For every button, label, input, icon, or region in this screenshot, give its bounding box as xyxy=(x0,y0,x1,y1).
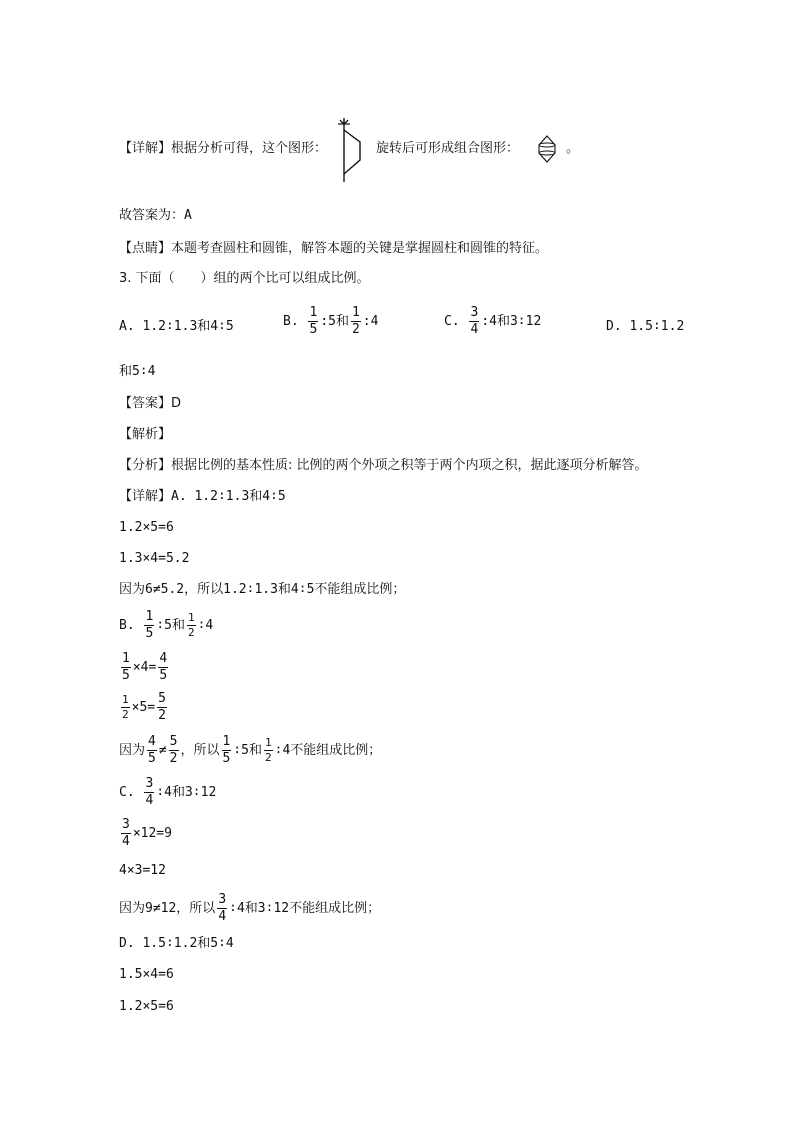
analysis-text: 【分析】根据比例的基本性质: 比例的两个外项之积等于两个内项之积，据此逐项分析解答。 xyxy=(119,458,648,473)
option-c-label: C. xyxy=(444,314,460,329)
option-d: D. 1.5∶1.2 xyxy=(606,319,685,334)
fraction-1-5: $\frac{1}{5}$ xyxy=(309,305,318,337)
option-c xyxy=(444,306,541,337)
option-b-mid: :5和 xyxy=(320,314,349,329)
conclusion-a: 因为6≠5.2，所以1.2∶1.3和4∶5不能组成比例； xyxy=(119,582,406,597)
analysis-heading: 【解析】 xyxy=(119,427,172,442)
cone-cylinder-combo-icon xyxy=(537,134,557,164)
calc-d2: 1.2×5=6 xyxy=(119,999,174,1014)
fraction-1-2: $\frac{1}{2}$ xyxy=(351,305,360,337)
detail-intro-middle: 旋转后可形成组合图形： xyxy=(376,141,520,156)
fraction-1-2: $\frac{1}{2}$ xyxy=(187,611,195,639)
fraction-1-5: $\frac{1}{5}$ xyxy=(122,651,130,683)
detail-a: 【详解】A. 1.2∶1.3和4∶5 xyxy=(119,489,286,504)
option-a: A. 1.2∶1.3和4∶5 xyxy=(119,319,234,334)
calc-d1: 1.5×4=6 xyxy=(119,967,174,982)
option-b-label: B. xyxy=(283,314,299,329)
fraction-4-5: $\frac{4}{5}$ xyxy=(159,651,168,683)
fraction-1-2: $\frac{1}{2}$ xyxy=(122,693,129,721)
answer-label: 【答案】D xyxy=(119,396,182,411)
detail-intro-middle-line xyxy=(376,140,519,158)
fraction-4-5: $\frac{4}{5}$ xyxy=(148,734,156,766)
fraction-3-4: $\frac{3}{4}$ xyxy=(218,892,227,924)
detail-d: D. 1.5∶1.2和5∶4 xyxy=(119,936,234,951)
option-c-end: :4和3∶12 xyxy=(481,314,542,329)
fraction-5-2: $\frac{5}{2}$ xyxy=(158,691,166,723)
calc-b1: $\frac{1}{5}$ ×4= $\frac{4}{5}$ xyxy=(122,651,168,683)
fraction-1-5: $\frac{1}{5}$ xyxy=(222,734,231,766)
answer-prev: 故答案为：A xyxy=(119,208,192,223)
detail-intro-suffix: 。 xyxy=(566,141,580,156)
calc-c2: 4×3=12 xyxy=(119,863,166,878)
calc-b2: $\frac{1}{2}$ ×5= $\frac{5}{2}$ xyxy=(122,691,166,723)
calc-c1: $\frac{3}{4}$ ×12=9 xyxy=(122,817,172,849)
fraction-3-4: $\frac{3}{4}$ xyxy=(470,305,479,337)
detail-intro-line xyxy=(119,140,327,158)
trapezoid-rotation-icon xyxy=(334,116,364,184)
fraction-1-5: $\frac{1}{5}$ xyxy=(145,609,154,641)
conclusion-b: 因为 $\frac{4}{5}$ ≠ $\frac{5}{2}$ ，所以 $\frac{1}{5}$ ∶5和 $\frac{1}{2}$ ∶4不能组成比例； xyxy=(119,734,382,766)
calc-a1: 1.2×5=6 xyxy=(119,520,174,535)
fraction-1-2: $\frac{1}{2}$ xyxy=(265,736,272,764)
option-b-end: :4 xyxy=(362,314,379,329)
question-3-stem: 3. 下面（ ）组的两个比可以组成比例。 xyxy=(119,271,370,286)
option-b xyxy=(283,306,378,337)
detail-c: C. $\frac{3}{4}$ ∶4和3∶12 xyxy=(119,776,217,808)
fraction-5-2: $\frac{5}{2}$ xyxy=(169,734,178,766)
fraction-3-4: $\frac{3}{4}$ xyxy=(145,776,154,808)
fraction-3-4: $\frac{3}{4}$ xyxy=(122,817,130,849)
detail-b: B. $\frac{1}{5}$ ∶5和 $\frac{1}{2}$ ∶4 xyxy=(119,609,214,641)
conclusion-c: 因为9≠12，所以 $\frac{3}{4}$ ∶4和3∶12不能组成比例； xyxy=(119,892,381,924)
detail-intro-prefix: 【详解】根据分析可得，这个图形： xyxy=(119,141,328,156)
point-remark: 【点睛】本题考查圆柱和圆锥，解答本题的关键是掌握圆柱和圆锥的特征。 xyxy=(119,241,549,256)
detail-intro-suffix-line xyxy=(566,140,579,158)
option-d-continued: 和5∶4 xyxy=(119,364,156,379)
calc-a2: 1.3×4=5.2 xyxy=(119,551,190,566)
